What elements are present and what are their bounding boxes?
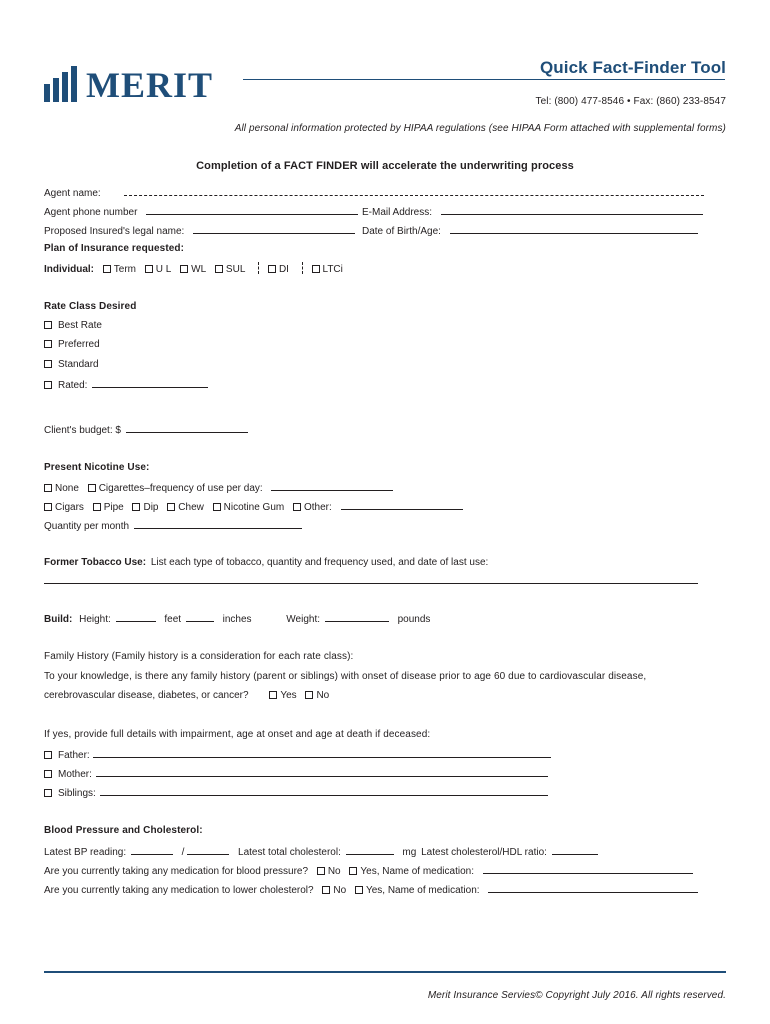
checkbox-icon [93, 503, 101, 511]
header-rule [243, 79, 725, 80]
agent-phone-label: Agent phone number [44, 207, 138, 218]
checkbox-icon [322, 886, 330, 894]
med-bp-field[interactable] [483, 864, 693, 874]
height-feet-field[interactable] [116, 612, 156, 622]
quantity-field[interactable] [134, 519, 302, 529]
family-no[interactable]: No [305, 690, 329, 701]
family-label: Family History (Family history is a consideration for each rate class): [44, 651, 354, 662]
checkbox-icon [44, 321, 52, 329]
cigarettes-field[interactable] [271, 481, 393, 491]
nicotine-dip[interactable]: Dip [132, 502, 158, 513]
nicotine-chew[interactable]: Chew [167, 502, 204, 513]
total-chol-field[interactable] [346, 845, 394, 855]
tobacco-field[interactable] [44, 583, 698, 584]
family-question-1: To your knowledge, is there any family history (parent or siblings) with onset of disease prior to age 60 due to cardiovascular disease, [44, 671, 647, 682]
build-row [44, 612, 436, 626]
tobacco-text: List each type of tobacco, quantity and frequency used, and date of last use: [150, 557, 489, 568]
weight-field[interactable] [325, 612, 389, 622]
agent-phone-field[interactable] [146, 205, 358, 215]
form-heading: Completion of a FACT FINDER will accelerate the underwriting process [196, 160, 574, 172]
plan-label: Plan of Insurance requested: [44, 243, 185, 254]
checkbox-icon [44, 789, 52, 797]
dob-row [362, 224, 704, 238]
total-chol-label: Latest total cholesterol: [238, 847, 341, 858]
siblings-row[interactable]: Siblings: [44, 786, 554, 800]
checkbox-icon [44, 340, 52, 348]
plan-option-wl[interactable]: WL [180, 264, 206, 275]
plan-option-sul[interactable]: SUL [215, 264, 245, 275]
checkbox-icon [317, 867, 325, 875]
checkbox-icon [355, 886, 363, 894]
pounds-label: pounds [397, 614, 431, 625]
plan-option-term[interactable]: Term [103, 264, 136, 275]
checkbox-icon [167, 503, 175, 511]
nicotine-row-2 [44, 500, 469, 514]
med-bp-row [44, 864, 699, 878]
checkbox-icon [44, 751, 52, 759]
nicotine-gum[interactable]: Nicotine Gum [213, 502, 285, 513]
checkbox-icon [44, 360, 52, 368]
merit-logo-text: MERIT [86, 65, 214, 105]
nicotine-label: Present Nicotine Use: [44, 462, 150, 473]
email-field[interactable] [441, 205, 703, 215]
budget-row [44, 423, 254, 437]
budget-label: Client's budget: $ [44, 425, 121, 436]
quantity-label: Quantity per month [44, 521, 130, 532]
feet-label: feet [164, 614, 182, 625]
mg-label: mg [402, 847, 417, 858]
height-inches-field[interactable] [186, 612, 214, 622]
checkbox-icon [293, 503, 301, 511]
med-bp-no[interactable]: No [317, 866, 341, 877]
plan-option-di[interactable]: DI [268, 264, 289, 275]
rated-field[interactable] [92, 378, 208, 388]
height-label: Height: [79, 614, 111, 625]
nicotine-cigarettes[interactable]: Cigarettes–frequency of use per day: [88, 483, 263, 494]
footer-copyright: Merit Insurance Servies© Copyright July 2016. All rights reserved. [427, 990, 726, 1001]
checkbox-icon [132, 503, 140, 511]
quantity-row [44, 519, 308, 533]
checkbox-icon [269, 691, 277, 699]
family-question-2: cerebrovascular disease, diabetes, or cancer? [44, 690, 249, 701]
plan-option-ul[interactable]: U L [145, 264, 172, 275]
bp-slash: / [181, 847, 185, 858]
page-title: Quick Fact-Finder Tool [539, 58, 726, 77]
nicotine-none[interactable]: None [44, 483, 79, 494]
med-chol-no[interactable]: No [322, 885, 346, 896]
family-question-row [44, 690, 335, 702]
siblings-field[interactable] [100, 786, 548, 796]
ratio-label: Latest cholesterol/HDL ratio: [421, 847, 547, 858]
checkbox-icon [213, 503, 221, 511]
hipaa-note: All personal information protected by HIPAA regulations (see HIPAA Form attached with supplemental forms) [234, 123, 726, 134]
bp-systolic-field[interactable] [131, 845, 173, 855]
agent-phone-row [44, 205, 364, 219]
family-yes[interactable]: Yes [269, 690, 296, 701]
nicotine-pipe[interactable]: Pipe [93, 502, 124, 513]
rate-rated[interactable]: Rated: [44, 378, 214, 392]
divider [302, 262, 303, 274]
insured-row [44, 224, 361, 238]
tobacco-label: Former Tobacco Use: [44, 557, 147, 568]
rate-best[interactable]: Best Rate [44, 320, 108, 332]
divider [258, 262, 259, 274]
mother-row[interactable]: Mother: [44, 767, 554, 781]
rate-standard[interactable]: Standard [44, 359, 105, 371]
checkbox-icon [88, 484, 96, 492]
email-label: E-Mail Address: [362, 207, 433, 218]
rate-preferred[interactable]: Preferred [44, 339, 106, 351]
insured-label: Proposed Insured's legal name: [44, 226, 185, 237]
bp-reading-row [44, 845, 604, 859]
checkbox-icon [180, 265, 188, 273]
checkbox-icon [349, 867, 357, 875]
merit-logo [44, 66, 234, 106]
insured-field[interactable] [193, 224, 355, 234]
mother-field[interactable] [96, 767, 548, 777]
tobacco-row [44, 557, 494, 569]
father-row[interactable]: Father: [44, 748, 557, 762]
med-chol-row [44, 883, 704, 897]
rate-class-label: Rate Class Desired [44, 301, 137, 312]
plan-option-ltci[interactable]: LTCi [312, 264, 343, 275]
bp-diastolic-field[interactable] [187, 845, 229, 855]
med-chol-field[interactable] [488, 883, 698, 893]
weight-label: Weight: [286, 614, 321, 625]
dob-label: Date of Birth/Age: [362, 226, 441, 237]
contact-info: Tel: (800) 477-8546 • Fax: (860) 233-8547 [535, 96, 726, 107]
med-bp-yes[interactable]: Yes, Name of medication: [349, 866, 474, 877]
checkbox-icon [305, 691, 313, 699]
agent-name-label: Agent name: [44, 188, 101, 199]
dob-field[interactable] [450, 224, 698, 234]
checkbox-icon [44, 770, 52, 778]
email-row [362, 205, 709, 219]
plan-options-row [44, 262, 349, 276]
checkbox-icon [312, 265, 320, 273]
nicotine-cigars[interactable]: Cigars [44, 502, 84, 513]
bp-reading-label: Latest BP reading: [44, 847, 127, 858]
footer-rule [44, 971, 726, 973]
bp-label: Blood Pressure and Cholesterol: [44, 825, 203, 836]
checkbox-icon [44, 484, 52, 492]
agent-name-field[interactable] [124, 186, 704, 196]
other-field[interactable] [341, 500, 463, 510]
inches-label: inches [222, 614, 252, 625]
checkbox-icon [268, 265, 276, 273]
father-field[interactable] [93, 748, 551, 758]
build-label: Build: [44, 614, 73, 625]
merit-logo-bars-icon [44, 66, 78, 104]
med-bp-question: Are you currently taking any medication for blood pressure? [44, 866, 309, 877]
checkbox-icon [103, 265, 111, 273]
family-details: If yes, provide full details with impairment, age at onset and age at death if deceased: [44, 729, 431, 740]
checkbox-icon [145, 265, 153, 273]
checkbox-icon [44, 503, 52, 511]
nicotine-other[interactable]: Other: [293, 502, 332, 513]
ratio-field[interactable] [552, 845, 598, 855]
checkbox-icon [44, 381, 52, 389]
agent-name-row [44, 186, 710, 200]
med-chol-yes[interactable]: Yes, Name of medication: [355, 885, 480, 896]
individual-label: Individual: [44, 264, 94, 275]
nicotine-row-1 [44, 481, 399, 495]
budget-field[interactable] [126, 423, 248, 433]
checkbox-icon [215, 265, 223, 273]
med-chol-question: Are you currently taking any medication to lower cholesterol? [44, 885, 314, 896]
